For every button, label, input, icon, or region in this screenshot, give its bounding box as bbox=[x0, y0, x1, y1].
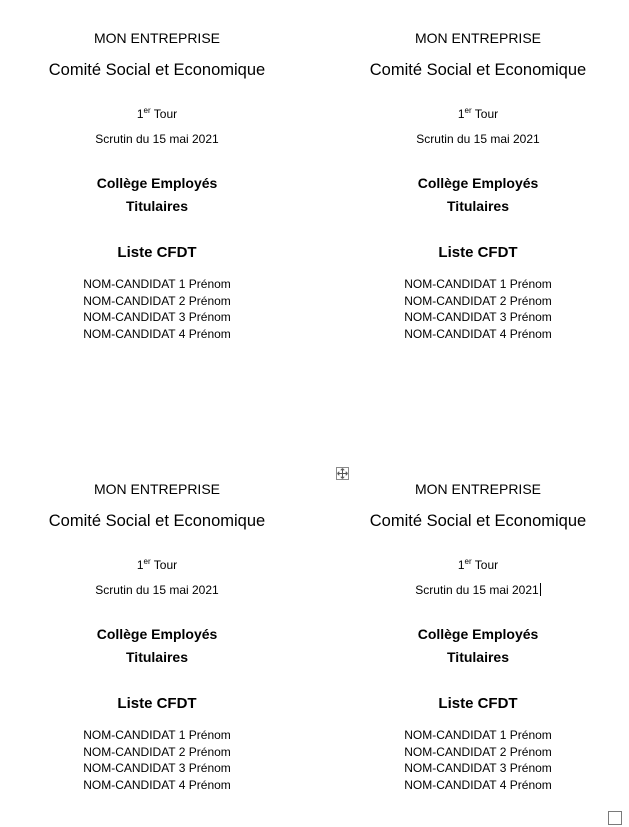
college-name: Collège Employés bbox=[96, 175, 218, 191]
round-number: 1 bbox=[136, 107, 144, 121]
round-suffix: er bbox=[143, 106, 151, 115]
company-name: MON ENTREPRISE bbox=[414, 481, 541, 497]
candidate-list bbox=[328, 727, 628, 794]
round-suffix: er bbox=[464, 106, 472, 115]
candidate-list bbox=[328, 276, 628, 343]
round-suffix: er bbox=[464, 557, 472, 566]
list-name: Liste CFDT bbox=[438, 244, 518, 261]
move-arrows-icon[interactable] bbox=[336, 467, 349, 480]
candidate-item: NOM-CANDIDAT 4 Prénom bbox=[83, 327, 231, 342]
council-name: Comité Social et Economique bbox=[48, 512, 266, 530]
council-name: Comité Social et Economique bbox=[48, 61, 266, 79]
candidate-item: NOM-CANDIDAT 3 Prénom bbox=[83, 310, 231, 325]
candidate-item: NOM-CANDIDAT 2 Prénom bbox=[404, 293, 552, 308]
resize-square-icon[interactable] bbox=[608, 811, 622, 825]
ballot-date-editable[interactable] bbox=[328, 583, 628, 597]
round-word: Tour bbox=[150, 558, 178, 572]
candidate-item: NOM-CANDIDAT 1 Prénom bbox=[404, 277, 552, 291]
round-number: 1 bbox=[457, 107, 465, 121]
council-name: Comité Social et Economique bbox=[369, 61, 587, 79]
round-number: 1 bbox=[136, 558, 144, 572]
candidate-item: NOM-CANDIDAT 1 Prénom bbox=[83, 728, 231, 742]
ballot-date: Scrutin du 15 mai 2021 bbox=[415, 583, 539, 597]
candidate-item: NOM-CANDIDAT 2 Prénom bbox=[404, 744, 552, 759]
round-label bbox=[328, 558, 628, 572]
round-label bbox=[7, 107, 307, 121]
ballot-date: Scrutin du 15 mai 2021 bbox=[416, 132, 540, 146]
text-cursor bbox=[540, 583, 541, 596]
candidate-category: Titulaires bbox=[447, 649, 509, 665]
ballot-date: Scrutin du 15 mai 2021 bbox=[95, 583, 219, 597]
candidate-item: NOM-CANDIDAT 3 Prénom bbox=[83, 761, 231, 776]
list-name: Liste CFDT bbox=[117, 244, 197, 261]
candidate-item: NOM-CANDIDAT 4 Prénom bbox=[404, 778, 552, 793]
candidate-category: Titulaires bbox=[447, 198, 509, 214]
round-word: Tour bbox=[471, 107, 499, 121]
round-word: Tour bbox=[150, 107, 178, 121]
candidate-category: Titulaires bbox=[126, 198, 188, 214]
college-name: Collège Employés bbox=[417, 626, 539, 642]
candidate-list bbox=[7, 727, 307, 794]
candidate-item: NOM-CANDIDAT 4 Prénom bbox=[404, 327, 552, 342]
candidate-category: Titulaires bbox=[126, 649, 188, 665]
company-name: MON ENTREPRISE bbox=[414, 30, 541, 46]
company-name: MON ENTREPRISE bbox=[93, 481, 220, 497]
candidate-item: NOM-CANDIDAT 4 Prénom bbox=[83, 778, 231, 793]
candidate-item: NOM-CANDIDAT 3 Prénom bbox=[404, 761, 552, 776]
round-label bbox=[328, 107, 628, 121]
candidate-item: NOM-CANDIDAT 3 Prénom bbox=[404, 310, 552, 325]
round-word: Tour bbox=[471, 558, 499, 572]
round-label bbox=[7, 558, 307, 572]
company-name: MON ENTREPRISE bbox=[93, 30, 220, 46]
candidate-list bbox=[7, 276, 307, 343]
candidate-item: NOM-CANDIDAT 1 Prénom bbox=[404, 728, 552, 742]
college-name: Collège Employés bbox=[417, 175, 539, 191]
college-name: Collège Employés bbox=[96, 626, 218, 642]
ballot-date: Scrutin du 15 mai 2021 bbox=[95, 132, 219, 146]
council-name: Comité Social et Economique bbox=[369, 512, 587, 530]
candidate-item: NOM-CANDIDAT 2 Prénom bbox=[83, 293, 231, 308]
round-number: 1 bbox=[457, 558, 465, 572]
list-name: Liste CFDT bbox=[117, 695, 197, 712]
round-suffix: er bbox=[143, 557, 151, 566]
candidate-item: NOM-CANDIDAT 1 Prénom bbox=[83, 277, 231, 291]
candidate-item: NOM-CANDIDAT 2 Prénom bbox=[83, 744, 231, 759]
list-name: Liste CFDT bbox=[438, 695, 518, 712]
